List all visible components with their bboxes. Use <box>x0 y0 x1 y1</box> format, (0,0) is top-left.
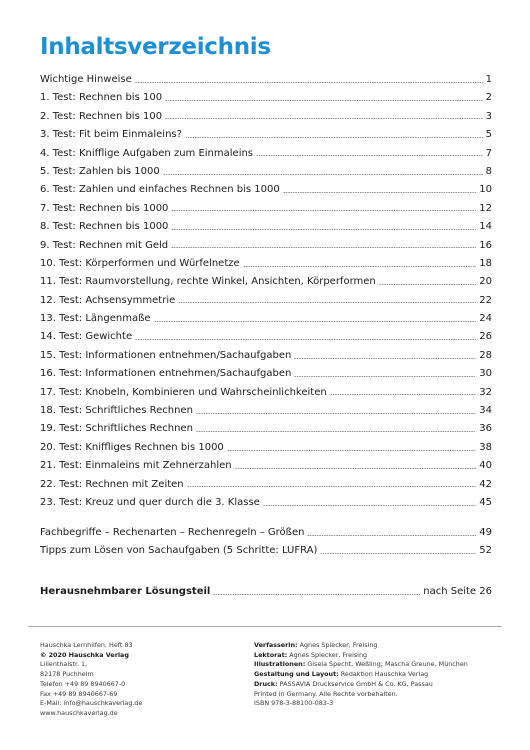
toc-entry-label: 2. Test: Rechnen bis 100 <box>40 110 163 122</box>
imprint-street: Lilienthalstr. 1, <box>40 660 88 669</box>
dot-leader <box>213 594 420 595</box>
imprint-credit-key: Lektorat: <box>254 650 288 659</box>
imprint-credit-key: Gestaltung und Layout: <box>254 670 339 679</box>
imprint-city: 82178 Puchheim <box>40 670 94 679</box>
toc-entry-page: 1 <box>485 74 492 85</box>
toc-entry[interactable] <box>40 200 492 218</box>
toc-entry[interactable] <box>40 145 492 163</box>
toc-entry-page: 16 <box>479 239 492 251</box>
toc-entry-label: 5. Test: Zahlen bis 1000 <box>40 165 160 177</box>
toc-entry-page: 10 <box>479 184 492 196</box>
imprint-credit-value: Gisela Specht, Weßling; Mascha Greune, München <box>307 660 468 669</box>
dot-leader <box>196 431 476 432</box>
dot-leader <box>165 118 483 119</box>
toc-entry-label: 17. Test: Knobeln, Kombinieren und Wahrscheinlichkeiten <box>40 386 327 398</box>
imprint-publisher <box>40 641 142 719</box>
toc-entry-page: 40 <box>479 460 492 472</box>
imprint-credit-line <box>254 651 468 661</box>
toc-entry-page: 30 <box>479 368 492 380</box>
dot-leader <box>294 358 476 359</box>
table-of-contents <box>40 71 492 512</box>
toc-entry-label: 15. Test: Informationen entnehmen/Sachaufgaben <box>40 349 292 361</box>
toc-entry-page: 34 <box>479 405 492 417</box>
dot-leader <box>320 553 476 554</box>
imprint-credit-value: ISBN 978-3-88100-083-3 <box>254 699 334 708</box>
toc-entry-label: 22. Test: Rechnen mit Zeiten <box>40 478 184 490</box>
dot-leader <box>171 229 476 230</box>
dot-leader <box>171 247 476 248</box>
toc-entry[interactable] <box>40 181 492 199</box>
imprint-credit-value: PASSAVIA Druckservice GmbH & Co. KG, Passau <box>279 679 433 688</box>
dot-leader <box>171 210 476 211</box>
dot-leader <box>235 468 477 469</box>
toc-entry[interactable] <box>40 126 492 144</box>
dot-leader <box>263 505 476 506</box>
toc-entry[interactable] <box>40 310 492 328</box>
imprint-phone: Telefon +49 89 8940667-0 <box>40 679 126 688</box>
imprint-credit-line <box>254 690 468 700</box>
toc-entry-label: 21. Test: Einmaleins mit Zehnerzahlen <box>40 460 232 472</box>
page-title: Inhaltsverzeichnis <box>40 34 271 60</box>
dot-leader <box>256 155 483 156</box>
toc-entry-page: 32 <box>479 386 492 398</box>
toc-entry[interactable] <box>40 402 492 420</box>
solutions-entry[interactable] <box>40 583 492 601</box>
dot-leader <box>243 266 477 267</box>
toc-entry-label: 23. Test: Kreuz und quer durch die 3. Klasse <box>40 496 260 508</box>
toc-entry[interactable] <box>40 384 492 402</box>
toc-entry[interactable] <box>40 365 492 383</box>
dot-leader <box>187 486 477 487</box>
toc-entry-label: 3. Test: Fit beim Einmaleins? <box>40 129 182 141</box>
toc-entry-label: 9. Test: Rechnen mit Geld <box>40 239 169 251</box>
toc-entry[interactable] <box>40 542 492 560</box>
toc-entry[interactable] <box>40 163 492 181</box>
toc-entry[interactable] <box>40 237 492 255</box>
dot-leader <box>154 321 477 322</box>
dot-leader <box>283 192 477 193</box>
appendix-list <box>40 524 492 561</box>
toc-entry-page: 42 <box>479 478 492 490</box>
toc-entry[interactable] <box>40 89 492 107</box>
imprint-email[interactable]: E-Mail: info@hauschkaverlag.de <box>40 699 143 708</box>
toc-entry[interactable] <box>40 218 492 236</box>
toc-entry-label: 11. Test: Raumvorstellung, rechte Winkel, Ansichten, Körperformen <box>40 276 376 288</box>
toc-entry-page: 26 <box>479 331 492 343</box>
toc-entry-label: 18. Test: Schriftliches Rechnen <box>40 405 193 417</box>
toc-entry-page: 28 <box>479 349 492 361</box>
toc-entry[interactable] <box>40 476 492 494</box>
imprint-website[interactable]: www.hauschkaverlag.de <box>40 708 118 717</box>
toc-entry[interactable] <box>40 273 492 291</box>
toc-entry[interactable] <box>40 420 492 438</box>
imprint-credits <box>254 641 468 709</box>
imprint-credit-line <box>254 699 468 709</box>
toc-entry-page: 12 <box>479 202 492 214</box>
toc-entry-page: 49 <box>479 527 492 538</box>
toc-entry[interactable] <box>40 292 492 310</box>
toc-entry-page: nach Seite 26 <box>423 586 492 597</box>
dot-leader <box>185 137 483 138</box>
toc-entry-page: 36 <box>479 423 492 435</box>
toc-entry-label: 13. Test: Längenmaße <box>40 313 151 325</box>
dot-leader <box>178 302 476 303</box>
dot-leader <box>379 284 477 285</box>
toc-entry[interactable] <box>40 524 492 542</box>
toc-entry-label: 4. Test: Knifflige Aufgaben zum Einmaleins <box>40 147 254 159</box>
dot-leader <box>165 100 483 101</box>
toc-entry-label: 8. Test: Rechnen bis 1000 <box>40 221 169 233</box>
imprint-credit-line <box>254 660 468 670</box>
dot-leader <box>307 535 476 536</box>
imprint-credit-key: Druck: <box>254 679 278 688</box>
toc-entry-label: 14. Test: Gewichte <box>40 331 133 343</box>
dot-leader <box>227 450 476 451</box>
imprint-credit-key: Illustrationen: <box>254 660 306 669</box>
toc-entry-page: 52 <box>479 545 492 557</box>
dot-leader <box>135 339 476 340</box>
toc-entry-page: 38 <box>479 441 492 453</box>
toc-entry-label: Tipps zum Lösen von Sachaufgaben (5 Schritte: LUFRA) <box>40 545 318 557</box>
toc-entry[interactable] <box>40 71 492 89</box>
toc-entry-page: 7 <box>485 147 492 159</box>
imprint-credit-key: Verfasserin: <box>254 641 298 649</box>
toc-entry-label: 6. Test: Zahlen und einfaches Rechnen bis 1000 <box>40 184 280 196</box>
imprint-credit-line <box>254 641 468 651</box>
toc-entry-page: 14 <box>479 221 492 233</box>
dot-leader <box>196 413 476 414</box>
toc-entry-label: 20. Test: Kniffliges Rechnen bis 1000 <box>40 441 224 453</box>
toc-entry[interactable] <box>40 328 492 346</box>
dot-leader <box>330 394 477 395</box>
toc-entry-page: 8 <box>485 165 492 177</box>
toc-entry[interactable] <box>40 108 492 126</box>
toc-entry-label: Herausnehmbarer Lösungsteil <box>40 586 211 597</box>
toc-entry-page: 45 <box>479 496 492 508</box>
toc-entry-page: 22 <box>479 294 492 306</box>
toc-entry-label: 16. Test: Informationen entnehmen/Sachaufgaben <box>40 368 292 380</box>
toc-entry-label: 1. Test: Rechnen bis 100 <box>40 92 163 104</box>
imprint-copyright: © 2020 Hauschka Verlag <box>40 650 129 659</box>
footer-divider <box>28 626 502 627</box>
toc-entry-label: 7. Test: Rechnen bis 1000 <box>40 202 169 214</box>
dot-leader <box>294 376 476 377</box>
imprint-credit-value: Printed in Germany. Alle Rechte vorbehalten. <box>254 689 398 698</box>
toc-entry[interactable] <box>40 457 492 475</box>
imprint-fax: Fax +49 89 8940667-69 <box>40 689 118 698</box>
toc-entry[interactable] <box>40 494 492 512</box>
imprint-credit-line <box>254 680 468 690</box>
imprint-credit-line <box>254 670 468 680</box>
toc-entry[interactable] <box>40 347 492 365</box>
imprint-credit-value: Agnes Spiecker, Freising <box>289 650 368 659</box>
toc-entry-label: 10. Test: Körperformen und Würfelnetze <box>40 257 240 269</box>
toc-entry-label: Wichtige Hinweise <box>40 74 132 85</box>
toc-entry-page: 18 <box>479 257 492 269</box>
dot-leader <box>163 174 483 175</box>
toc-entry-page: 20 <box>479 276 492 288</box>
toc-entry[interactable] <box>40 439 492 457</box>
toc-entry[interactable] <box>40 255 492 273</box>
toc-entry-page: 24 <box>479 313 492 325</box>
toc-entry-page: 3 <box>485 110 492 122</box>
toc-entry-page: 2 <box>485 92 492 104</box>
dot-leader <box>135 82 483 83</box>
toc-entry-label: Fachbegriffe – Rechenarten – Rechenregeln – Größen <box>40 527 305 538</box>
imprint-series: Hauschka Lernhilfen, Heft 83 <box>40 641 133 649</box>
imprint-credit-value: Redaktion Hauschka Verlag <box>340 670 429 679</box>
toc-entry-label: 12. Test: Achsensymmetrie <box>40 294 176 306</box>
toc-entry-label: 19. Test: Schriftliches Rechnen <box>40 423 193 435</box>
toc-entry-page: 5 <box>485 129 492 141</box>
imprint-credit-value: Agnes Spiecker, Freising <box>299 641 378 649</box>
